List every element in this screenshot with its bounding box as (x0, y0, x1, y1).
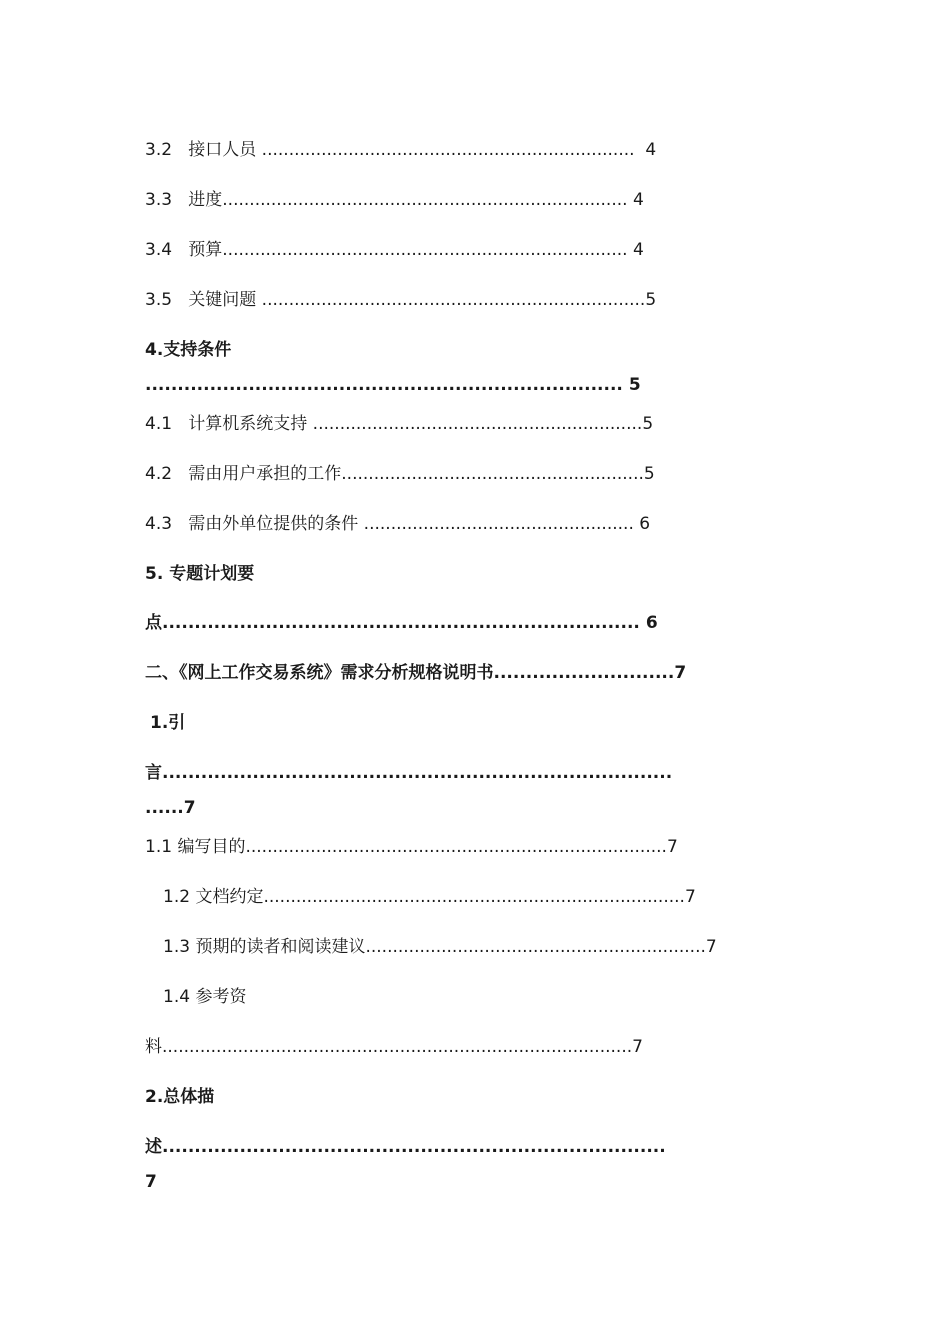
toc-entry-3-4[interactable] (145, 239, 644, 261)
toc-entry-4-dots[interactable] (145, 374, 641, 396)
toc-title: 1.2 文档约定 (163, 887, 264, 907)
toc-page-number: 7 (183, 798, 196, 818)
toc-entry-1-1[interactable] (145, 836, 678, 858)
toc-dots: ....................................................................... (256, 290, 646, 310)
toc-title: 1.4 参考资 (163, 987, 247, 1007)
toc-entry-3-5[interactable] (145, 289, 656, 311)
toc-page-number: 4 (645, 140, 657, 160)
toc-page-number: 7 (684, 887, 696, 907)
toc-dots: ............................................................................... (162, 763, 673, 783)
toc-number: 4.2 (145, 464, 173, 484)
toc-title: 5. 专题计划要 (145, 564, 255, 584)
toc-dots: ........................................................................... (222, 190, 628, 210)
toc-dots: ............................................................... (365, 937, 706, 957)
toc-dots: ..................................................................... (256, 140, 635, 160)
toc-title-continued: 料 (145, 1037, 162, 1057)
toc-entry-5-dots[interactable] (145, 612, 658, 634)
toc-entry-intro-title[interactable] (150, 712, 185, 734)
toc-number: 3.5 (145, 290, 173, 310)
toc-entry-1-3[interactable] (163, 936, 717, 958)
toc-dots: .................................................. (358, 514, 634, 534)
toc-title: 1.3 预期的读者和阅读建议 (163, 937, 366, 957)
toc-dots: ........................................................ (341, 464, 644, 484)
toc-page-number: 4 (632, 240, 644, 260)
toc-dots: .......................................................................... (162, 613, 640, 633)
toc-title: 预算 (188, 240, 223, 260)
toc-page-number: 5 (645, 290, 657, 310)
toc-title: 需由用户承担的工作 (188, 464, 342, 484)
toc-title: 计算机系统支持 (188, 414, 308, 434)
toc-dots: .............................................................................. (263, 887, 685, 907)
toc-entry-overview-dots[interactable] (145, 1136, 666, 1158)
toc-entry-5-title[interactable] (145, 563, 254, 585)
toc-title: 4.支持条件 (145, 340, 232, 360)
toc-number: 3.2 (145, 140, 173, 160)
toc-entry-4-3[interactable] (145, 513, 650, 535)
toc-number: 3.4 (145, 240, 173, 260)
toc-page-number: 7 (632, 1037, 643, 1057)
toc-dots: ....................................................................................... (162, 1037, 633, 1057)
toc-page-number: 7 (705, 937, 717, 957)
toc-entry-intro-dots[interactable] (145, 762, 672, 784)
toc-entry-overview-title[interactable] (145, 1086, 214, 1108)
toc-entry-1-4-title[interactable] (163, 986, 246, 1008)
toc-number: 3.3 (145, 190, 173, 210)
toc-title: 需由外单位提供的条件 (188, 514, 359, 534)
toc-number: 4.1 (145, 414, 173, 434)
toc-page-number: 7 (674, 663, 687, 683)
toc-title-continued: 言 (145, 763, 162, 783)
toc-title: 接口人员 (188, 140, 257, 160)
toc-page-number: 4 (632, 190, 644, 210)
toc-dots: .............................................................................. (162, 1137, 666, 1157)
toc-entry-overview-page[interactable] (145, 1171, 157, 1193)
toc-entry-intro-dots-cont[interactable] (145, 797, 196, 819)
toc-entry-4-1[interactable] (145, 413, 653, 435)
toc-entry-section-2[interactable] (145, 662, 686, 684)
toc-entry-3-2[interactable] (145, 139, 656, 161)
toc-title-continued: 点 (145, 613, 162, 633)
toc-title: 2.总体描 (145, 1087, 215, 1107)
toc-dots: ...... (145, 798, 184, 818)
toc-page-number: 7 (145, 1172, 157, 1192)
toc-page-number: 6 (645, 613, 658, 633)
toc-page-number: 5 (628, 375, 641, 395)
toc-dots: .............................................................................. (245, 837, 667, 857)
toc-dots: ............................ (493, 663, 675, 683)
toc-entry-3-3[interactable] (145, 189, 644, 211)
toc-title: 1.1 编写目的 (145, 837, 246, 857)
toc-dots: .......................................................................... (145, 375, 623, 395)
toc-dots: ........................................................................... (222, 240, 628, 260)
toc-number: 4.3 (145, 514, 173, 534)
toc-entry-1-4-dots[interactable] (145, 1036, 643, 1058)
toc-title: 进度 (188, 190, 223, 210)
toc-entry-4-2[interactable] (145, 463, 655, 485)
toc-title-continued: 述 (145, 1137, 162, 1157)
toc-page-number: 6 (639, 514, 651, 534)
toc-dots: ............................................................. (307, 414, 643, 434)
toc-entry-1-2[interactable] (163, 886, 696, 908)
toc-page-number: 5 (642, 414, 654, 434)
toc-title: 关键问题 (188, 290, 257, 310)
toc-page-number: 7 (666, 837, 678, 857)
toc-title: 二、《网上工作交易系统》需求分析规格说明书 (145, 663, 494, 683)
toc-page-number: 5 (643, 464, 655, 484)
toc-title: 1.引 (150, 713, 186, 733)
toc-entry-4-title[interactable] (145, 339, 231, 361)
